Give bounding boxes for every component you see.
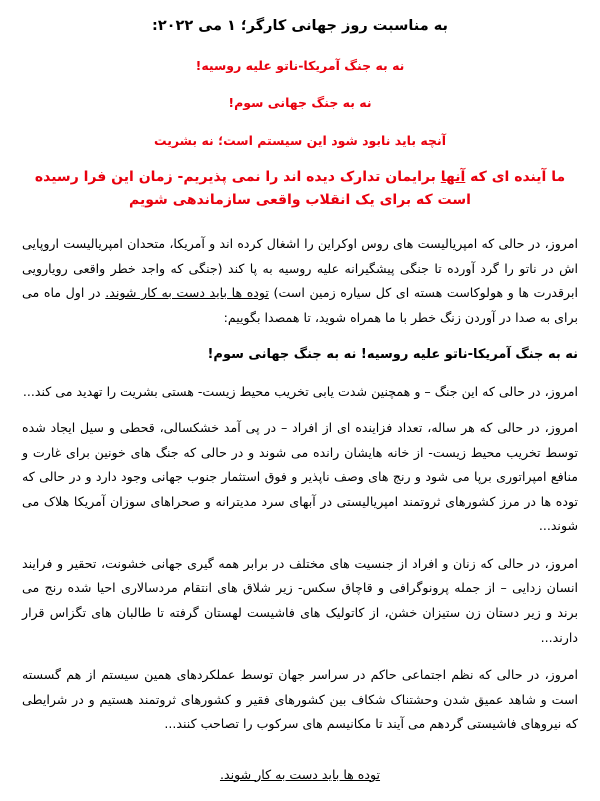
slogan-highlight-trail: برایمان تدارک دیده اند را نمی پذیریم- زمان این فرا رسیده است که برای یک انقلاب واقعی سازماندهی شویم <box>34 168 471 208</box>
slogan-highlight-underlined-word: آنها <box>440 168 466 185</box>
closing-statement-text: توده ها باید دست به کار شوند. <box>219 766 381 782</box>
paragraph-opening-underlined-clause: توده ها باید دست به کار شوند. <box>105 285 269 301</box>
paragraph-war-environment: امروز، در حالی که این جنگ – و همچنین شدت یابی تخریب محیط زیست- هستی بشریت را تهدید می کند... <box>22 383 578 399</box>
paragraph-gender-violence: امروز، در حالی که زنان و افراد از جنسیت های مختلف در برابر همه گیری جهانی خشونت، تحقیر و فرایند انسان زدایی – از جمله پرونوگرافی و قاچاق سکس- زیر شلاق های انتقام مردسالاری احیا شده رنج می برند و زیر دستان زن ستیزان خشن، از کاتولیک های فاشیست لهستان گرفته تا طالبان های تگزاس قرار دارند... <box>22 555 578 645</box>
paragraph-social-order: امروز، در حالی که نظم اجتماعی حاکم در سراسر جهان توسط عملکردهای همین سیستم از هم گسسته است و شاهد عمیق شدن وحشتناک شکاف بین کشورهای فقیر و کشورهای ثروتمند هستیم و در شرایطی که نیروهای فاشیستی گردهم می آیند تا مکانیسم های سرکوب را تصاحب کنند... <box>22 667 578 732</box>
call-to-action-line: نه به جنگ آمریکا-ناتو علیه روسیه! نه به جنگ جهانی سوم! <box>207 347 578 363</box>
paragraph-opening-part-2: در اول ماه می برای به صدا در آوردن زنگ خطر با ما همراه شوید، تا همصدا بگوییم: <box>22 285 578 325</box>
slogan-highlight-lead: ما آینده ای که <box>465 168 566 185</box>
page-title: به مناسبت روز جهانی کارگر؛ ۱ می ۲۰۲۲: <box>152 18 448 34</box>
paragraph-opening-part-1: امروز، در حالی که امپریالیست های روس اوکراین را اشغال کرده اند و آمریکا، متحدان امپریالیست اروپایی اش در ناتو را گرد آورده تا جنگی پیشگیرانه علیه روسیه به پا کند (جنگی که واجد خطر واقعی رویارویی ابرقدرت ها و هولوکاست هسته ای کل سیاره زمین است) <box>22 236 579 301</box>
slogan-line-3: آنچه باید نابود شود این سیستم است؛ نه بشریت <box>153 132 446 148</box>
slogan-line-1: نه به جنگ آمریکا-ناتو علیه روسیه! <box>195 57 405 73</box>
paragraph-displacement: امروز، در حالی که هر ساله، تعداد فزاینده ای از افراد – در پی آمد خشکسالی، قحطی و سیل ایجاد شده توسط تخریب محیط زیست- از خانه هایشان رانده می شوند و در حالی که جنگ های خونین برای غارت و منافع امپراتوری برپا می شود و رنج های وصف ناپذیر و فوق استثمار جنوب جهانی وجود دارد و در حالی که توده ها در مرز کشورهای ثروتمند امپریالیستی در آبهای سرد مدیترانه و صحراهای سوزان آمریکا هلاک می شوند... <box>22 420 578 534</box>
paragraph-opening <box>22 232 578 330</box>
slogan-line-2: نه به جنگ جهانی سوم! <box>228 95 372 111</box>
closing-statement <box>22 763 578 787</box>
slogan-line-4 <box>22 166 578 212</box>
